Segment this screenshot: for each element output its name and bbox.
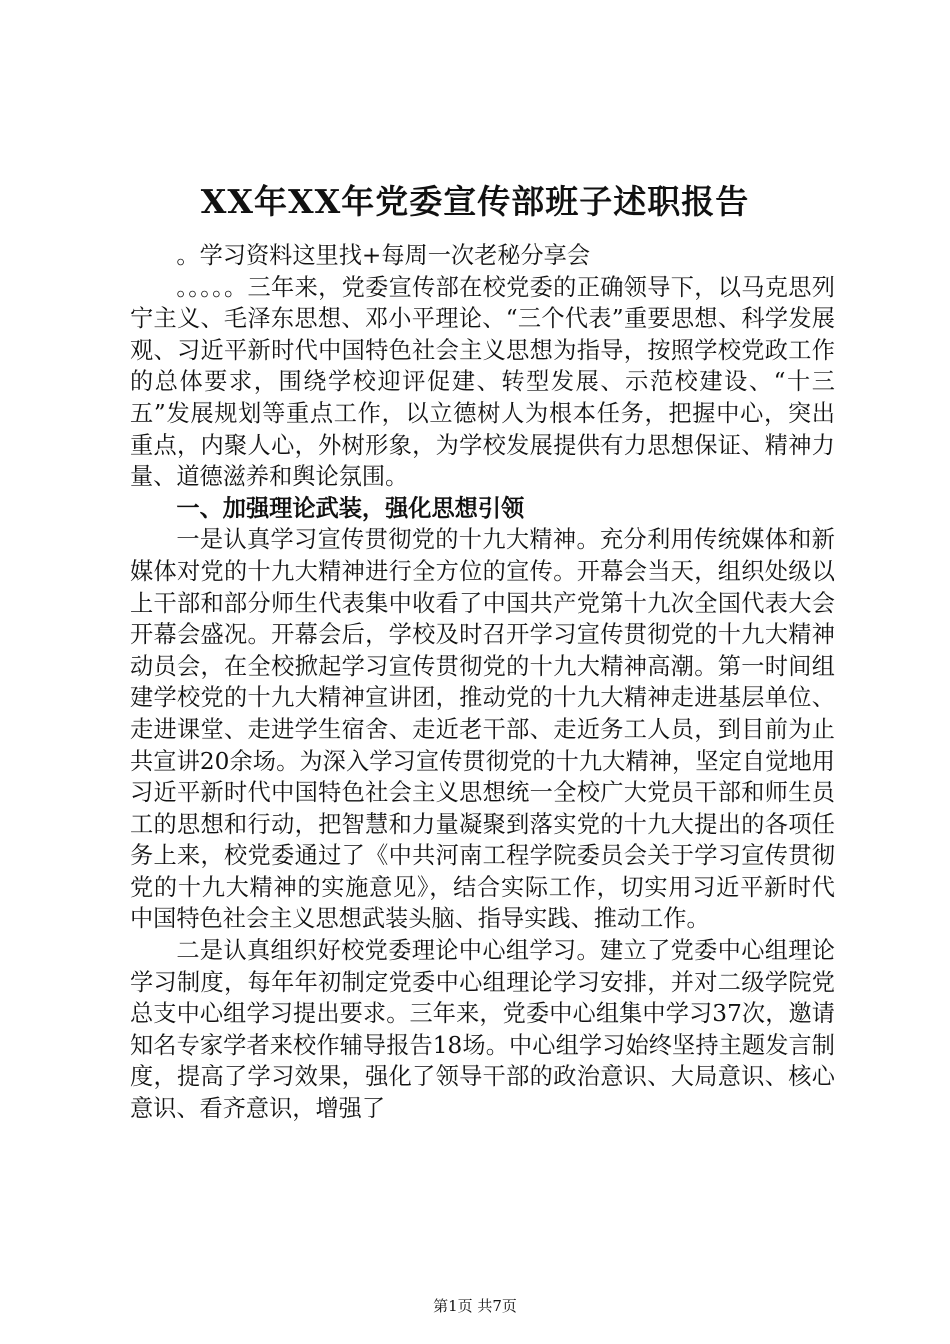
document-title: XX年XX年党委宣传部班子述职报告 — [200, 182, 750, 221]
document-body — [130, 240, 835, 1125]
paragraph-intro-note: 。学习资料这里找+每周一次老秘分享会 — [176, 242, 591, 269]
paragraph-second-point: 二是认真组织好校党委理论中心组学习。建立了党委中心组理论学习制度，每年年初制定党委中心组理论学习安排，并对二级学院党总支中心组学习提出要求。三年来，党委中心组集中学习37次，邀请知名专家学者来校作辅导报告18场。中心组学习始终坚持主题发言制度，提高了学习效果，强化了领导干部的政治意识、大局意识、核心意识、看齐意识，增强了 — [130, 937, 835, 1123]
section-heading: 一、加强理论武装，强化思想引领 — [176, 494, 525, 522]
paragraph-first-point: 一是认真学习宣传贯彻党的十九大精神。充分利用传统媒体和新媒体对党的十九大精神进行全方位的宣传。开幕会当天，组织处级以上干部和部分师生代表集中收看了中国共产党第十九次全国代表大会开幕会盛况。开幕会后，学校及时召开学习宣传贯彻党的十九大精神动员会，在全校掀起学习宣传贯彻党的十九大精神高潮。第一时间组建学校党的十九大精神宣讲团，推动党的十九大精神走进基层单位、走进课堂、走进学生宿舍、走近老干部、走近务工人员，到目前为止共宣讲20余场。为深入学习宣传贯彻党的十九大精神，坚定自觉地用习近平新时代中国特色社会主义思想统一全校广大党员干部和师生员工的思想和行动，把智慧和力量凝聚到落实党的十九大提出的各项任务上来，校党委通过了《中共河南工程学院委员会关于学习宣传贯彻党的十九大精神的实施意见》，结合实际工作，切实用习近平新时代中国特色社会主义思想武装头脑、指导实践、推动工作。 — [130, 526, 835, 933]
page-footer: 第1页 共7页 — [433, 1297, 517, 1315]
paragraph-overview: 。。。。。三年来，党委宣传部在校党委的正确领导下，以马克思列宁主义、毛泽东思想、邓小平理论、“三个代表”重要思想、科学发展观、习近平新时代中国特色社会主义思想为指导，按照学校党政工作的总体要求，围绕学校迎评促建、转型发展、示范校建设、“十三五”发展规划等重点工作，以立德树人为根本任务，把握中心，突出重点，内聚人心，外树形象，为学校发展提供有力思想保证、精神力量、道德滋养和舆论氛围。 — [130, 273, 835, 491]
